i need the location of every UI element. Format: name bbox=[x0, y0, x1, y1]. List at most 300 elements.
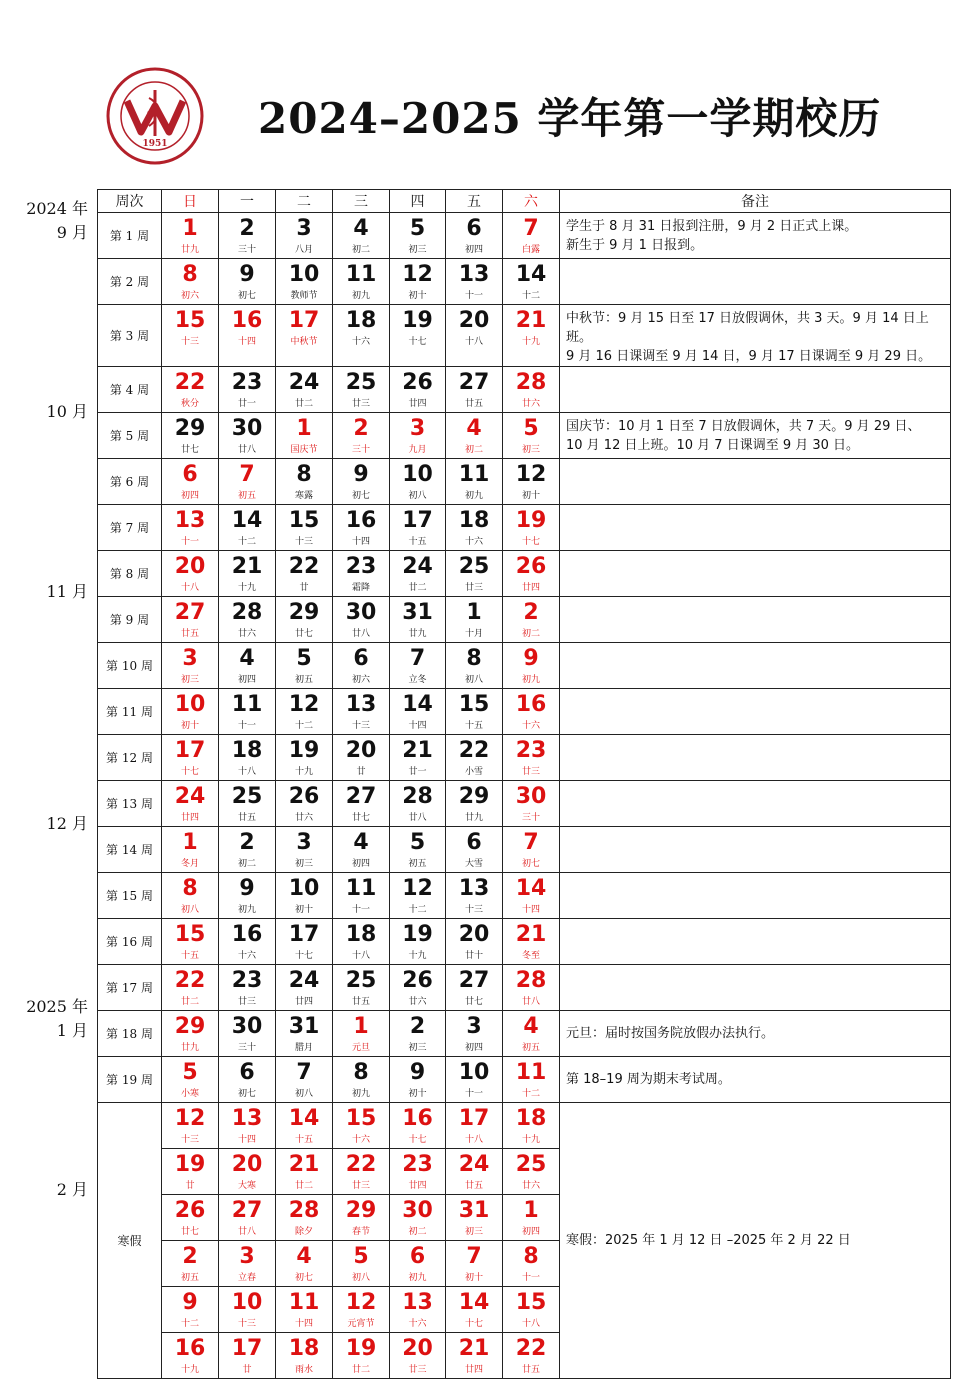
day-cell bbox=[503, 213, 560, 259]
lunar-date: 十四 bbox=[351, 537, 370, 547]
day-cell bbox=[162, 827, 219, 873]
day-number: 1 bbox=[296, 416, 312, 441]
day-cell bbox=[390, 1103, 446, 1149]
lunar-date: 三十 bbox=[521, 813, 540, 823]
day-cell bbox=[390, 827, 446, 873]
day-cell bbox=[276, 919, 333, 965]
week-label: 第 12 周 bbox=[98, 735, 162, 781]
week-note bbox=[560, 735, 951, 781]
day-cell bbox=[446, 1149, 503, 1195]
day-number: 7 bbox=[523, 216, 539, 241]
day-number: 11 bbox=[288, 1290, 320, 1315]
day-number: 1 bbox=[466, 600, 482, 625]
day-cell bbox=[219, 1057, 276, 1103]
day-number: 23 bbox=[231, 968, 263, 993]
lunar-date: 初七 bbox=[237, 291, 256, 301]
day-cell bbox=[219, 305, 276, 367]
week-row bbox=[98, 781, 951, 827]
lunar-date: 十六 bbox=[521, 721, 540, 731]
day-cell bbox=[446, 1057, 503, 1103]
day-number: 19 bbox=[402, 922, 433, 947]
day-cell bbox=[503, 827, 560, 873]
day-number: 10 bbox=[288, 262, 320, 287]
day-cell bbox=[162, 735, 219, 781]
day-number: 28 bbox=[288, 1198, 320, 1223]
day-cell bbox=[446, 459, 503, 505]
lunar-date: 廿二 bbox=[408, 583, 427, 593]
day-cell bbox=[390, 1011, 446, 1057]
day-cell bbox=[219, 551, 276, 597]
day-cell bbox=[219, 505, 276, 551]
day-number: 18 bbox=[231, 738, 263, 763]
day-cell bbox=[503, 505, 560, 551]
day-number: 3 bbox=[239, 1244, 255, 1269]
week-note bbox=[560, 597, 951, 643]
day-number: 5 bbox=[409, 830, 426, 855]
day-cell bbox=[219, 1241, 276, 1287]
day-cell bbox=[333, 213, 390, 259]
lunar-date: 三十 bbox=[237, 1043, 256, 1053]
lunar-date: 十三 bbox=[237, 1319, 256, 1329]
day-number: 24 bbox=[458, 1152, 490, 1177]
week-note bbox=[560, 643, 951, 689]
day-cell bbox=[219, 873, 276, 919]
lunar-date: 教师节 bbox=[290, 291, 318, 301]
day-number: 15 bbox=[345, 1106, 377, 1131]
day-number: 27 bbox=[458, 968, 490, 993]
day-number: 19 bbox=[515, 508, 547, 533]
day-number: 15 bbox=[458, 692, 490, 717]
day-number: 9 bbox=[353, 462, 369, 487]
day-number: 13 bbox=[458, 876, 490, 901]
day-number: 21 bbox=[231, 554, 263, 579]
day-number: 26 bbox=[288, 784, 320, 809]
lunar-date: 初十 bbox=[521, 491, 540, 501]
logo-year: 1951 bbox=[142, 139, 168, 149]
day-number: 11 bbox=[345, 876, 377, 901]
lunar-date: 初二 bbox=[464, 445, 483, 455]
lunar-date: 廿六 bbox=[521, 1181, 540, 1191]
day-number: 8 bbox=[466, 646, 482, 671]
lunar-date: 冬至 bbox=[521, 951, 540, 961]
week-row bbox=[98, 689, 951, 735]
lunar-date: 三十 bbox=[351, 445, 370, 455]
day-cell bbox=[333, 1333, 390, 1379]
week-label: 第 15 周 bbox=[98, 873, 162, 919]
lunar-date: 廿七 bbox=[464, 997, 483, 1007]
day-number: 20 bbox=[231, 1152, 263, 1177]
lunar-date: 十九 bbox=[521, 337, 540, 347]
day-number: 12 bbox=[402, 262, 433, 287]
day-cell bbox=[446, 1287, 503, 1333]
day-number: 30 bbox=[231, 1014, 263, 1039]
day-number: 8 bbox=[182, 876, 198, 901]
day-cell bbox=[276, 1333, 333, 1379]
lunar-date: 廿九 bbox=[408, 629, 427, 639]
day-number: 2 bbox=[523, 600, 539, 625]
day-cell bbox=[446, 965, 503, 1011]
week-note bbox=[560, 781, 951, 827]
day-cell bbox=[333, 689, 390, 735]
day-number: 17 bbox=[231, 1336, 263, 1361]
lunar-date: 白露 bbox=[521, 245, 540, 255]
week-row bbox=[98, 259, 951, 305]
week-label: 第 4 周 bbox=[98, 367, 162, 413]
lunar-date: 廿四 bbox=[408, 399, 427, 409]
week-note: 学生于 8 月 31 日报到注册，9 月 2 日正式上课。 新生于 9 月 1 日报到。 bbox=[560, 213, 951, 259]
day-number: 3 bbox=[296, 216, 312, 241]
lunar-date: 廿六 bbox=[521, 399, 540, 409]
day-cell bbox=[390, 1195, 446, 1241]
day-cell bbox=[503, 965, 560, 1011]
lunar-date: 元宵节 bbox=[347, 1319, 375, 1329]
lunar-date: 廿 bbox=[299, 583, 309, 593]
day-number: 28 bbox=[515, 968, 547, 993]
day-cell bbox=[162, 689, 219, 735]
lunar-date: 初八 bbox=[294, 1089, 313, 1099]
lunar-date: 廿四 bbox=[521, 583, 540, 593]
lunar-date: 十二 bbox=[294, 721, 313, 731]
lunar-date: 初四 bbox=[464, 245, 483, 255]
lunar-date: 腊月 bbox=[294, 1043, 313, 1053]
day-number: 2 bbox=[353, 416, 369, 441]
day-cell bbox=[162, 459, 219, 505]
day-cell bbox=[333, 1195, 390, 1241]
week-note bbox=[560, 259, 951, 305]
lunar-date: 十四 bbox=[237, 1135, 256, 1145]
lunar-date: 十二 bbox=[237, 537, 256, 547]
day-cell bbox=[276, 459, 333, 505]
day-cell bbox=[390, 735, 446, 781]
day-number: 7 bbox=[466, 1244, 482, 1269]
day-cell bbox=[333, 305, 390, 367]
day-number: 7 bbox=[296, 1060, 312, 1085]
day-number: 22 bbox=[174, 968, 206, 993]
lunar-date: 初五 bbox=[521, 1043, 540, 1053]
day-cell bbox=[390, 781, 446, 827]
day-cell bbox=[390, 919, 446, 965]
day-cell bbox=[446, 551, 503, 597]
day-number: 17 bbox=[174, 738, 206, 763]
day-cell bbox=[333, 735, 390, 781]
lunar-date: 初九 bbox=[464, 491, 483, 501]
lunar-date: 廿三 bbox=[351, 1181, 370, 1191]
day-number: 14 bbox=[515, 262, 547, 287]
month-label bbox=[10, 400, 88, 424]
lunar-date: 廿九 bbox=[464, 813, 483, 823]
day-number: 23 bbox=[515, 738, 547, 763]
week-label: 第 5 周 bbox=[98, 413, 162, 459]
day-number: 25 bbox=[345, 370, 377, 395]
week-row bbox=[98, 735, 951, 781]
lunar-date: 廿二 bbox=[351, 1365, 370, 1375]
week-row bbox=[98, 213, 951, 259]
day-cell bbox=[446, 919, 503, 965]
day-cell bbox=[219, 413, 276, 459]
day-number: 9 bbox=[409, 1060, 426, 1085]
week-row bbox=[98, 1011, 951, 1057]
day-number: 21 bbox=[515, 922, 547, 947]
lunar-date: 除夕 bbox=[294, 1227, 313, 1237]
day-number: 28 bbox=[231, 600, 263, 625]
week-note bbox=[560, 367, 951, 413]
day-number: 20 bbox=[458, 308, 490, 333]
day-number: 18 bbox=[458, 508, 490, 533]
lunar-date: 初五 bbox=[237, 491, 256, 501]
day-cell bbox=[219, 367, 276, 413]
week-row bbox=[98, 827, 951, 873]
lunar-date: 廿七 bbox=[294, 629, 313, 639]
lunar-date: 廿五 bbox=[237, 813, 256, 823]
lunar-date: 初四 bbox=[180, 491, 199, 501]
day-number: 2 bbox=[409, 1014, 426, 1039]
day-cell bbox=[503, 1011, 560, 1057]
day-cell bbox=[162, 259, 219, 305]
day-cell bbox=[446, 1241, 503, 1287]
day-number: 14 bbox=[458, 1290, 490, 1315]
day-number: 13 bbox=[402, 1290, 433, 1315]
day-number: 1 bbox=[353, 1014, 369, 1039]
day-cell bbox=[503, 643, 560, 689]
month-label bbox=[10, 995, 88, 1043]
day-cell bbox=[503, 781, 560, 827]
day-cell bbox=[219, 919, 276, 965]
lunar-date: 初八 bbox=[180, 905, 199, 915]
lunar-date: 十七 bbox=[180, 767, 199, 777]
day-number: 22 bbox=[288, 554, 320, 579]
day-number: 9 bbox=[523, 646, 539, 671]
lunar-date: 廿八 bbox=[237, 445, 256, 455]
lunar-date: 十四 bbox=[408, 721, 427, 731]
day-cell bbox=[276, 305, 333, 367]
lunar-date: 十九 bbox=[237, 583, 256, 593]
week-label: 第 7 周 bbox=[98, 505, 162, 551]
day-number: 5 bbox=[523, 416, 539, 441]
day-cell bbox=[446, 259, 503, 305]
lunar-date: 初三 bbox=[521, 445, 540, 455]
day-cell bbox=[333, 781, 390, 827]
week-label: 第 2 周 bbox=[98, 259, 162, 305]
day-number: 27 bbox=[231, 1198, 263, 1223]
lunar-date: 初五 bbox=[180, 1273, 199, 1283]
day-number: 25 bbox=[231, 784, 263, 809]
day-number: 1 bbox=[523, 1198, 539, 1223]
day-number: 2 bbox=[239, 216, 255, 241]
header-row bbox=[98, 190, 951, 213]
university-logo bbox=[105, 66, 205, 166]
lunar-date: 十四 bbox=[237, 337, 256, 347]
lunar-date: 初七 bbox=[521, 859, 540, 869]
week-label: 第 1 周 bbox=[98, 213, 162, 259]
day-number: 13 bbox=[231, 1106, 263, 1131]
month-label-line1: 2024 年 bbox=[26, 199, 88, 218]
day-number: 23 bbox=[402, 1152, 433, 1177]
day-number: 11 bbox=[231, 692, 263, 717]
day-number: 22 bbox=[458, 738, 490, 763]
lunar-date: 十六 bbox=[237, 951, 256, 961]
day-cell bbox=[503, 259, 560, 305]
lunar-date: 十二 bbox=[521, 1089, 540, 1099]
lunar-date: 廿五 bbox=[464, 399, 483, 409]
day-cell bbox=[446, 1333, 503, 1379]
day-number: 18 bbox=[345, 308, 377, 333]
day-cell bbox=[333, 1287, 390, 1333]
day-cell bbox=[276, 213, 333, 259]
lunar-date: 初四 bbox=[351, 859, 370, 869]
day-cell bbox=[276, 1057, 333, 1103]
lunar-date: 初二 bbox=[237, 859, 256, 869]
day-cell bbox=[446, 367, 503, 413]
day-number: 20 bbox=[402, 1336, 433, 1361]
day-cell bbox=[446, 827, 503, 873]
lunar-date: 廿八 bbox=[521, 997, 540, 1007]
day-number: 10 bbox=[458, 1060, 490, 1085]
week-label: 第 9 周 bbox=[98, 597, 162, 643]
day-cell bbox=[276, 597, 333, 643]
lunar-date: 廿七 bbox=[351, 813, 370, 823]
day-cell bbox=[390, 873, 446, 919]
lunar-date: 初四 bbox=[521, 1227, 540, 1237]
lunar-date: 廿十 bbox=[464, 951, 483, 961]
day-number: 1 bbox=[182, 830, 198, 855]
month-label bbox=[10, 1178, 88, 1202]
lunar-date: 廿三 bbox=[464, 583, 483, 593]
day-cell bbox=[390, 1333, 446, 1379]
week-label: 第 19 周 bbox=[98, 1057, 162, 1103]
day-number: 17 bbox=[458, 1106, 490, 1131]
day-number: 10 bbox=[402, 462, 433, 487]
lunar-date: 廿四 bbox=[294, 997, 313, 1007]
lunar-date: 中秋节 bbox=[290, 337, 318, 347]
lunar-date: 十九 bbox=[521, 1135, 540, 1145]
day-number: 14 bbox=[231, 508, 263, 533]
day-number: 3 bbox=[182, 646, 198, 671]
lunar-date: 初二 bbox=[408, 1227, 427, 1237]
lunar-date: 十八 bbox=[464, 337, 483, 347]
day-number: 25 bbox=[345, 968, 377, 993]
day-number: 4 bbox=[296, 1244, 312, 1269]
day-cell bbox=[162, 413, 219, 459]
week-label: 第 6 周 bbox=[98, 459, 162, 505]
week-label: 第 8 周 bbox=[98, 551, 162, 597]
month-label-line1: 12 月 bbox=[46, 814, 88, 833]
lunar-date: 初十 bbox=[408, 1089, 427, 1099]
day-number: 29 bbox=[345, 1198, 377, 1223]
day-number: 16 bbox=[402, 1106, 433, 1131]
header-sun: 日 bbox=[162, 190, 219, 213]
lunar-date: 廿一 bbox=[237, 399, 256, 409]
day-cell bbox=[162, 367, 219, 413]
day-cell bbox=[276, 1149, 333, 1195]
lunar-date: 初四 bbox=[464, 1043, 483, 1053]
day-number: 22 bbox=[345, 1152, 377, 1177]
lunar-date: 廿三 bbox=[521, 767, 540, 777]
day-cell bbox=[162, 873, 219, 919]
day-number: 19 bbox=[174, 1152, 206, 1177]
day-cell bbox=[276, 827, 333, 873]
day-cell bbox=[446, 873, 503, 919]
day-number: 14 bbox=[288, 1106, 320, 1131]
day-number: 27 bbox=[345, 784, 377, 809]
day-cell bbox=[503, 689, 560, 735]
day-cell bbox=[333, 827, 390, 873]
day-cell bbox=[276, 781, 333, 827]
day-cell bbox=[390, 597, 446, 643]
day-number: 10 bbox=[288, 876, 320, 901]
lunar-date: 十一 bbox=[237, 721, 256, 731]
day-number: 12 bbox=[402, 876, 433, 901]
lunar-date: 初十 bbox=[180, 721, 199, 731]
day-number: 15 bbox=[174, 922, 206, 947]
day-number: 31 bbox=[288, 1014, 320, 1039]
day-cell bbox=[162, 781, 219, 827]
day-cell bbox=[219, 213, 276, 259]
week-row bbox=[98, 873, 951, 919]
lunar-date: 初九 bbox=[351, 291, 370, 301]
day-cell bbox=[276, 1195, 333, 1241]
winter-note: 寒假：2025 年 1 月 12 日 –2025 年 2 月 22 日 bbox=[560, 1103, 951, 1379]
day-cell bbox=[390, 413, 446, 459]
day-number: 17 bbox=[288, 308, 320, 333]
lunar-date: 九月 bbox=[408, 445, 427, 455]
lunar-date: 廿四 bbox=[464, 1365, 483, 1375]
day-cell bbox=[390, 1287, 446, 1333]
lunar-date: 十四 bbox=[294, 1319, 313, 1329]
day-cell bbox=[333, 1103, 390, 1149]
day-number: 12 bbox=[515, 462, 547, 487]
header-tue: 二 bbox=[276, 190, 333, 213]
day-cell bbox=[276, 505, 333, 551]
day-cell bbox=[162, 1011, 219, 1057]
day-cell bbox=[390, 643, 446, 689]
day-cell bbox=[503, 873, 560, 919]
lunar-date: 十七 bbox=[521, 537, 540, 547]
lunar-date: 十八 bbox=[464, 1135, 483, 1145]
day-number: 31 bbox=[458, 1198, 490, 1223]
lunar-date: 初六 bbox=[351, 675, 370, 685]
day-cell bbox=[446, 305, 503, 367]
day-number: 1 bbox=[182, 216, 198, 241]
week-note bbox=[560, 965, 951, 1011]
week-note bbox=[560, 873, 951, 919]
lunar-date: 十五 bbox=[180, 951, 199, 961]
week-note: 元旦：届时按国务院放假办法执行。 bbox=[560, 1011, 951, 1057]
week-row bbox=[98, 965, 951, 1011]
day-cell bbox=[333, 1241, 390, 1287]
day-cell bbox=[162, 965, 219, 1011]
day-number: 3 bbox=[296, 830, 312, 855]
month-label bbox=[10, 812, 88, 836]
day-number: 30 bbox=[231, 416, 263, 441]
lunar-date: 十八 bbox=[180, 583, 199, 593]
day-number: 5 bbox=[296, 646, 312, 671]
lunar-date: 十六 bbox=[464, 537, 483, 547]
week-label: 第 10 周 bbox=[98, 643, 162, 689]
lunar-date: 十一 bbox=[351, 905, 370, 915]
day-number: 4 bbox=[239, 646, 255, 671]
day-cell bbox=[219, 643, 276, 689]
day-cell bbox=[333, 1149, 390, 1195]
day-number: 28 bbox=[515, 370, 547, 395]
lunar-date: 十三 bbox=[294, 537, 313, 547]
lunar-date: 廿六 bbox=[408, 997, 427, 1007]
day-number: 28 bbox=[402, 784, 433, 809]
day-cell bbox=[333, 259, 390, 305]
month-label-line1: 2 月 bbox=[56, 1180, 88, 1199]
week-label: 第 14 周 bbox=[98, 827, 162, 873]
week-note: 第 18–19 周为期末考试周。 bbox=[560, 1057, 951, 1103]
day-cell bbox=[503, 305, 560, 367]
